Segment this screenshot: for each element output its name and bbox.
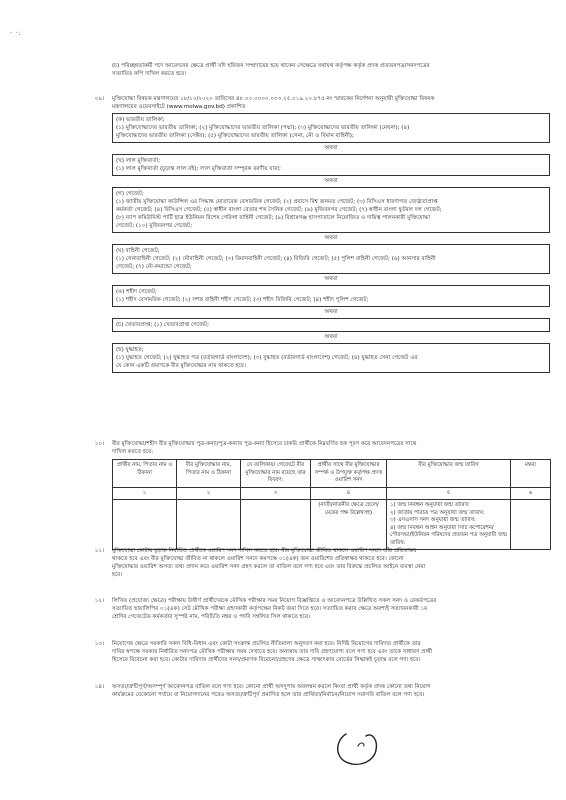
intro-line-2: সত্যায়িত কপি দাখিল করতে হবে। (112, 71, 187, 77)
table-cell-empty (177, 500, 241, 550)
uma-heading: (ঙ) শহীদ গেজেট; (116, 289, 157, 295)
gha-heading: (ঘ) বাহিনী গেজেট; (116, 248, 160, 254)
table-header-cell: যে তালিকায়/ গেজেটে বীর মুক্তিযোদ্ধার নাম রয়েছে তার বিবরণ: (241, 460, 311, 488)
s9-line-2: মন্ত্রণালয়ের ওয়েবসাইটে (www.molwa.gov.bd) প্রকাশিত (112, 104, 246, 110)
s14-line: অসত্য/ত্রুটিপূর্ণ/অসম্পূর্ণ আবেদনপত্র বাতিল বলে গণ্য হবে। কোনো প্রার্থী অসদুপায় অবলম্বন করলে কিংবা প্রার্থী কর্তৃক প্রদত্ত কোনো তথ্য নিয়োগ (112, 684, 431, 690)
s13-line: নিয়োগের ক্ষেত্রে সরকারি সকল বিধি-বিধান এবং কোটা সংক্রান্ত প্রচলিত নীতিমালা অনুসরণ করা হবে। নির্দিষ্ট নিয়োগের দাবিদার প্রার্থীকে তার (112, 641, 421, 647)
section-11-number: ১১। (94, 548, 104, 554)
or-separator: অথবা (324, 178, 338, 184)
section-14-number: ১৪। (94, 684, 104, 690)
or-separator: অথবা (324, 145, 338, 151)
table-header-row (113, 460, 551, 488)
s11-line: মুক্তিযোদ্ধা কোটায় চূড়ান্ত নির্বাচিত প্রার্থীকে ওয়ারিশ সনদ দাখিল করতে হবে। বীর মুক্তিযোদ্ধা জীবিত থাকলে ওয়ারিশ সনদে তাঁর প্রতিস্বাক্ষর (112, 548, 417, 554)
intro-line-1: (চ) পরিচ্ছন্নতাকর্মী পদে আবেদনের ক্ষেত্রে প্রার্থী যদি হরিজন সম্প্রদায়ের হয়ে থাকেন সেক্ষেত্রে যথাযথ কর্তৃপক্ষ কর্তৃক প্রদত্ত প্রত্যয়নপত্র/সনদপত্রের (112, 63, 430, 69)
list-cha (112, 318, 550, 332)
chha-line-1: (১) যুদ্ধাহত গেজেট; (২) যুদ্ধাহত পত্র (বর্তারগার্ড বাংলাদেশ); (৩) যুদ্ধাহত (বর্ডারগার্ড বাংলাদেশ) গেজেট; (৪) যুদ্ধাহত সেনা গেজেট এর (116, 355, 418, 361)
ga-heading: (গ) গেজেট; (116, 191, 144, 197)
chha-heading: (ছ) যুদ্ধাহত; (116, 347, 144, 353)
table-index-cell: ২ (177, 487, 241, 500)
or-separator: অথবা (324, 276, 338, 282)
table-cell-empty (511, 500, 551, 550)
relation-note-cell: (নাতী/নাতনীর ক্ষেত্রে ছেলে/মেয়ের পক্ষ উল্লেখসহ) (311, 500, 387, 550)
gha-line-2: গেজেট; (৭) নৌ-কমান্ডো গেজেট; (116, 264, 192, 270)
section-9-number: ০৯। (94, 96, 104, 102)
ga-line-4: গেজেট; (১০) মুজিবনগর গেজেট; (116, 223, 193, 229)
list-ga (112, 187, 550, 233)
table-header-cell: মন্তব্য (511, 460, 551, 488)
list-gha (112, 244, 550, 274)
or-separator: অথবা (324, 235, 338, 241)
list-chha (112, 343, 550, 373)
kha-line-1: (১) লাল মুক্তিবার্তা (চূড়ান্ত লাল বই); লাল মুক্তিবার্তা সম্পূরক বরণীয় যারা; (116, 166, 281, 172)
chha-line-2: যে কোন একটি প্রমাণকে বীর মুক্তিযোদ্ধার নাম থাকতে হবে। (116, 363, 246, 369)
list-ka (112, 113, 550, 143)
handwritten-signature (328, 724, 386, 770)
section-12 (60, 597, 550, 621)
section-14 (60, 683, 550, 699)
s13-line: হিসেবে বিবেচনা করা হবে। কোটার দাবিদার প্রার্থীদের সনদ/প্রমাণক বিবেচনা/গ্রহণের ক্ষেত্রে সাক্ষাৎকার বোর্ডের সিদ্ধান্তই চূড়ান্ত বলে গণ্য হবে। (112, 657, 421, 663)
table-header-cell: প্রার্থীর সাথে বীর মুক্তিযোদ্ধার সম্পর্ক ও উপযুক্ত কর্তৃপক্ষ প্রদত্ত ওয়ারিশ সনদ (311, 460, 387, 488)
section-13-number: ১৩। (94, 641, 104, 647)
birthdate-item: ৪) জন্ম নিবন্ধন আইন অনুযায়ী সিটি কর্পোরেশন/পৌরসভা/ইউনিয়ন পরিষদের প্রত্যয়ন পত্র অনুযায়ী জন্ম তারিখ: (390, 524, 507, 546)
ga-line-1: (১) জাতীয় মুক্তিযোদ্ধা কাউন্সিল এর সিদ্ধান্ত মোতাবেক বেসামরিক গেজেট; (২) প্রবাসে বিশ্ব জনমত গেজেট; (৩) বিসিএস ধারণাগত জ্যেষ্ঠতাপ্রাপ্ত (116, 199, 438, 205)
s11-line: হবে। (112, 572, 123, 578)
s13-line: দাবির স্বপক্ষে সরকার নির্ধারিত সনদপত্র মৌখিক পরীক্ষার সময় দেখাতে হবে। অন্যথায় তার দাবি গ্রহণযোগ্য বলে গণ্য হবে এবং তাকে সাধারণ প্রার্থী (112, 649, 433, 655)
table-index-cell: ৪ (311, 487, 387, 500)
corner-mark: · ·: (10, 30, 22, 37)
ka-line-1: (১) মুক্তিযোদ্ধাদের ভারতীয় তালিকা; (২) মুক্তিযোদ্ধাদের ভারতীয় তালিকা (পদ্মা); (৩) মুক্তিযোদ্ধাদের ভারতীয় তালিকা (মেঘনা); (৪) (116, 125, 410, 131)
table-header-cell: বীর মুক্তিযোদ্ধার জন্ম তারিখ (387, 460, 511, 488)
birthdate-item: ৩) এসএসসি সনদ অনুযায়ী জন্ম তারিখ: (390, 517, 476, 523)
s14-line: কার্যক্রমের যেকোনো পর্যায়ে বা নিয়োগদানের পরেও অসত্য/ত্রুটিপূর্ণ প্রমাণিত হলে তার প্রার্থিতা/নির্বাচন/নিয়োগ সরাসরি বাতিল বলে গণ্য হবে। (112, 692, 425, 698)
section-10-number: ১০। (94, 441, 104, 447)
table-index-cell: ৩ (241, 487, 311, 500)
table-index-row (113, 487, 551, 500)
section-13 (60, 640, 550, 664)
table-header-cell: প্রার্থীর নাম, পিতার নাম ও ঠিকানা (113, 460, 177, 488)
section-10 (60, 440, 550, 550)
or-separator: অথবা (324, 309, 338, 315)
uma-line-1: (১) শহীদ বেসামরিক গেজেট; (২) সশস্ত্র বাহিনী শহীদ গেজেট; (৩) শহীদ বিজিবি গেজেট; (৪) শহীদ পুলিশ গেজেট; (116, 297, 369, 303)
or-separator: অথবা (324, 334, 338, 340)
gha-line-1: (১) সেনাবাহিনী গেজেট; (২) নৌবাহিনী গেজেট; (৩) বিমানবাহিনী গেজেট; (৪) বিজিবি গেজেট; (৫) পুলিশ বাহিনী গেজেট; (৬) আনসার বাহিনী (116, 256, 436, 262)
s10-line-2: দাখিল করতে হবে: (112, 449, 154, 455)
table-index-cell: ৬ (511, 487, 551, 500)
section-9 (60, 95, 550, 373)
ka-line-2: মুক্তিযোদ্ধাদের ভারতীয় তালিকা (সেক্টর); (৫) মুক্তিযোদ্ধাদের ভারতীয় তালিকা (সেনা, নৌ ও বিমান বাহিনী); (116, 133, 354, 139)
freedom-fighter-form-table (112, 459, 551, 550)
cha-heading: (চ) খেতাবপ্রাপ্ত; (১) খেতাবপ্রাপ্ত গেজেট; (116, 322, 210, 328)
table-index-cell: ৫ (387, 487, 511, 500)
table-cell-empty (113, 500, 177, 550)
s11-line: মুক্তিযোদ্ধার ওয়ারিশ অসত্য তথ্য প্রদান করে ওয়ারিশ সনদ গ্রহণ করলে তা বাতিল বলে গণ্য হবে এবং তার বিরুদ্ধে প্রচলিত আইনে ব্যবস্থা নেয়া (112, 564, 426, 570)
intro-item (60, 62, 550, 78)
ga-line-2: কর্মকর্তা গেজেট; (৪) বিসিএস গেজেট; (৫) স্বাধীন বাংলা বেতার শব্দ সৈনিক গেজেট; (৬) মুজিবনগর গেজেট; (৭) স্বাধীন বাংলা ফুটবল দল গেজেট; (116, 207, 442, 213)
s12-line: শ্রেণির গেজেটেড কর্মকর্তার সুস্পষ্ট নাম, পরিচিতি নম্বর ও পদবি সম্বলিত সিল থাকতে হবে। (112, 614, 310, 620)
list-kha (112, 154, 550, 176)
table-header-cell: বীর মুক্তিযোদ্ধার নাম, পিতার নাম ও ঠিকানা (177, 460, 241, 488)
s12-line: লিখিত (প্রযোজ্য ক্ষেত্রে) পরীক্ষায় উত্তীর্ণ প্রার্থীদেরকে মৌখিক পরীক্ষার সময় নিয়োগ বিজ্ঞপ্তিতে ও আবেদনপত্রে উল্লিখিত সকল সনদ ও রেকর্ডপত্রের (112, 598, 437, 604)
s9-line-1: মুক্তিযোদ্ধা বিষয়ক মন্ত্রণালয়ের ১৮/১০/২০২০ তারিখের ৪৮.০০.০০০০.০০৩.২৫.০১৯.২০.৮৭৫ নং স্মারকের নির্দেশনা অনুযায়ী মুক্তিযোদ্ধা বিষয়ক (112, 96, 435, 102)
s12-line: সত্যায়িত ছায়ালিপির ০১(এক) সেট মৌখিক পরীক্ষা গ্রহণকারী কর্তৃপক্ষের নিকট জমা দিতে হবে। সত্যায়িত করার ক্ষেত্রে অবশ্যই সত্যায়নকারী ১ম (112, 606, 428, 612)
birthdate-cell (387, 500, 511, 550)
section-12-number: ১২। (94, 598, 104, 604)
birthdate-item: ১) জন্ম নিবন্ধন অনুযায়ী জন্ম তারিখ: (390, 502, 470, 508)
table-row (113, 500, 551, 550)
birthdate-item: ২) জাতীয় পরিচয় পত্র অনুযায়ী জন্ম তারিখ: (390, 509, 485, 516)
table-index-cell: ১ (113, 487, 177, 500)
section-11 (60, 547, 550, 579)
list-uma (112, 285, 550, 307)
table-cell-empty (241, 500, 311, 550)
s11-line: থাকতে হবে এবং বীর মুক্তিযোদ্ধা জীবিত না থাকলে ওয়ারিশ সনদে কমপক্ষে ০১(এক) জন ওয়ারিশের প্রতিস্বাক্ষর থাকতে হবে। কোনো (112, 556, 404, 562)
s10-line-1: বীর মুক্তিযোদ্ধা/শহীদ বীর মুক্তিযোদ্ধার পুত্র-কন্যা/পুত্র-কন্যার পুত্র-কন্যা হিসেবে চাকরি প্রার্থীকে নিম্নবর্ণিত ছক পূরণ করে আবেদনপত্রের সাথে (112, 441, 417, 447)
ga-line-3: (৮) ন্যাপ কমিউনিস্ট পার্টি ছাত্র ইউনিয়ন বিশেষ গেরিলা বাহিনী গেজেট; (৯) বিশ্রামগঞ্জ হাসপাতালে নিয়োজিত ও দায়িত্ব পালনকারী মুক্তিযোদ্ধা (116, 215, 431, 221)
kha-heading: (খ) লাল মুক্তিবার্তা; (116, 158, 161, 164)
ka-heading: (ক) ভারতীয় তালিকা; (116, 117, 165, 123)
